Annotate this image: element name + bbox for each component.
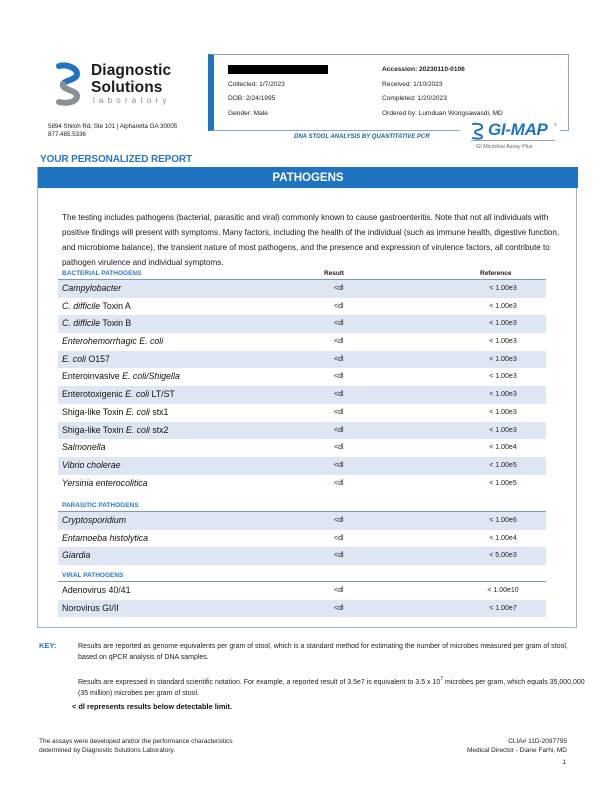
table-row: Salmonella <dl < 1.00e4 (62, 442, 517, 453)
collected-date: Collected: 1/7/2023 (228, 80, 285, 88)
received-date: Received: 1/10/2023 (382, 80, 443, 88)
table-row: Cryptosporidium <dl < 1.00e6 (58, 512, 546, 530)
medical-director: Medical Director - Diane Farhi, MD (466, 747, 567, 754)
footer-disclaimer: The assays were developed and/or the performance characteristics determined by Diagnostic Solutions Laboratory. (39, 738, 233, 754)
ordered-by: Ordered by: Lumduan Wongsawasdi, MD (382, 109, 503, 117)
patient-info-left (228, 63, 328, 121)
lab-phone: 877.485.5336 (48, 131, 86, 138)
gimap-logo: GI-MAP ® GI Microbial Assay Plus (471, 120, 561, 160)
table-section-header: BACTERIAL PATHOGENS Result Reference (58, 268, 546, 280)
table-row: Yersinia enterocolitica <dl < 1.00e5 (62, 477, 517, 488)
table-row: Vibrio cholerae <dl < 1.00e5 (58, 457, 546, 475)
table-row: Enterotoxigenic E. coli LT/ST <dl < 1.00e3 (58, 386, 546, 404)
detection-limit-note: < dl represents results below detectable limit. (72, 702, 232, 711)
table-row: Giardia <dl < 5.00e3 (58, 547, 546, 565)
column-header-reference: Reference (480, 270, 512, 277)
lab-logo-icon (55, 62, 87, 106)
bacterial-pathogens-table (58, 268, 546, 492)
analysis-title: DNA STOOL ANALYSIS BY QUANTITATIVE PCR (294, 134, 430, 140)
table-row: E. coli O157 <dl < 1.00e3 (58, 351, 546, 369)
table-section-header: VIRAL PATHOGENS (58, 570, 546, 582)
gender: Gender: Male (228, 109, 268, 117)
table-row: C. difficile Toxin A <dl < 1.00e3 (62, 300, 517, 311)
page-number: 1 (562, 759, 566, 766)
lab-address: 5894 Shiloh Rd, Ste 101 | Alpharetta GA 30005 877.485.5336 (48, 123, 178, 138)
dob: DOB: 2/24/1995 (228, 95, 276, 102)
lab-name: Diagnostic Solutions (91, 62, 172, 96)
pathogens-panel (37, 167, 577, 628)
intro-paragraph: The testing includes pathogens (bacterial, parasitic and viral) commonly known to cause gastroenteritis. Note that not all individuals with positive findings will present with symptoms. Many factors, including the health of the individual (such as immune health, digestive function, and microbiome balance), the transient nature of most pathogens, and the presence and expression of virulence factors, all contribute to pathogen virulence and individual symptoms. (62, 213, 560, 267)
table-row: Enterohemorrhagic E. coli <dl < 1.00e3 (62, 336, 517, 347)
table-section-header: PARASITIC PATHOGENS (58, 500, 546, 512)
divider (471, 140, 555, 141)
table-row: Enteroinvasive E. coli/Shigella <dl < 1.00e3 (62, 371, 517, 382)
footer-lab-info (467, 737, 567, 755)
table-row: Entamoeba histolytica <dl < 1.00e4 (62, 532, 517, 543)
section-title: PATHOGENS (38, 167, 578, 188)
table-row: Norovirus GI/II <dl < 1.00e7 (58, 600, 546, 618)
key-paragraph-2: Results are expressed in standard scientific notation. For example, a reported result of 3.5e7 is equivalent to 3.5 x $10^7$ microbes per gram, which equals 35,000,000 (35 million) microbes per gram of stool. (78, 676, 585, 697)
table-row: Campylobacter <dl < 1.00e3 (58, 280, 546, 298)
column-header-result: Result (324, 270, 344, 277)
accession-number: Accession: 20230110-0106 (382, 66, 465, 73)
gimap-logo-icon (471, 122, 485, 140)
lab-name-sub: laboratory (93, 96, 171, 105)
table-row: Shiga-like Toxin E. coli stx2 <dl < 1.00e3 (58, 422, 546, 440)
lab-logo (55, 60, 205, 110)
redacted-patient-name (228, 65, 328, 74)
patient-info-right (382, 63, 503, 121)
key-label: KEY: (39, 641, 57, 650)
completed-date: Completed: 1/20/2023 (382, 95, 447, 102)
table-row: C. difficile Toxin B <dl < 1.00e3 (58, 315, 546, 333)
clia-number: CLIA# 11D-2097795 (508, 738, 567, 745)
gimap-logo-text: GI-MAP (488, 120, 548, 139)
table-row: Adenovirus 40/41 <dl < 1.00e10 (62, 585, 519, 595)
table-row: Shiga-like Toxin E. coli stx1 <dl < 1.00e3 (62, 406, 517, 417)
parasitic-pathogens-table (58, 500, 546, 565)
key-paragraph-1: Results are reported as genome equivalents per gram of stool, which is a standard method for estimating the number of microbes measured per gram of stool, based on qPCR analysis of DNA samples. (78, 643, 568, 661)
report-title: YOUR PERSONALIZED REPORT (40, 154, 193, 165)
gimap-logo-sub: GI Microbial Assay Plus (476, 144, 533, 150)
viral-pathogens-table (58, 570, 546, 617)
